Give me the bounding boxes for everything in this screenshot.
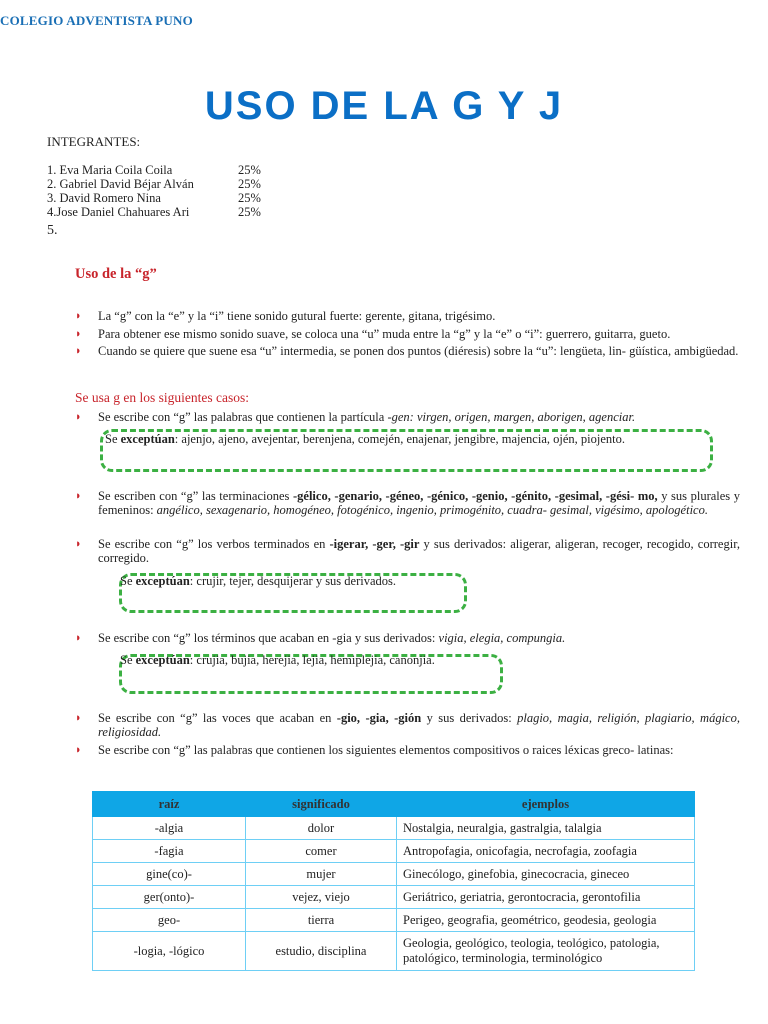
list-item: ◗ Se escriben con “g” las terminaciones -gélico, -genario, -géneo, -génico, -genio, -génito, -gesimal, -gési- mo, y sus plurales y femeninos: angélico, sexagenario, homogéneo, fotogénico, ingenio, primogénito, cuadra- gesimal, vigésimo, apologético. <box>75 489 740 517</box>
table-row <box>93 840 695 863</box>
list-item: ◗ Se escribe con “g” los verbos terminados en -igerar, -ger, -gir y sus derivados: aligerar, aligeran, recoger, recogido, corregir, corregido. <box>75 537 740 565</box>
bullet-icon: ◗ <box>75 712 82 724</box>
table-row <box>93 863 695 886</box>
exception-text: Se exceptúan: crujia, bujia, herejia, lejia, hemiplejia, canonjia. <box>120 653 435 667</box>
cell-ejemplos: Nostalgia, neuralgia, gastralgia, talalgia <box>397 817 695 840</box>
member-5: 5. <box>47 223 58 238</box>
member-1: 1. Eva Maria Coila Coila 25% <box>47 163 261 177</box>
roots-table <box>92 791 695 971</box>
cell-raiz: -algia <box>93 817 246 840</box>
member-3: 3. David Romero Nina 25% <box>47 191 261 205</box>
integrantes-label: INTEGRANTES: <box>47 134 141 149</box>
cell-significado: vejez, viejo <box>246 886 397 909</box>
list-item: ◗ Para obtener ese mismo sonido suave, se coloca una “u” muda entre la “g” y la “e” o “i”: guerrero, guitarra, gueto. <box>75 327 671 341</box>
table-row <box>93 817 695 840</box>
bullet-icon: ◗ <box>75 538 82 550</box>
bullet-icon: ◗ <box>75 310 82 322</box>
column-header-significado: significado <box>246 792 397 817</box>
bullet-icon: ◗ <box>75 632 82 644</box>
cell-significado: dolor <box>246 817 397 840</box>
cell-ejemplos: Geologia, geológico, teologia, teológico, patologia, patológico, terminologia, terminológico <box>397 932 695 971</box>
member-4: 4.Jose Daniel Chahuares Ari 25% <box>47 205 261 219</box>
list-item: ◗ Se escribe con “g” los términos que acaban en -gia y sus derivados: vigia, elegia, compungia. <box>75 631 566 645</box>
column-header-raiz: raíz <box>93 792 246 817</box>
exception-text: Se exceptúan: crujir, tejer, desquijerar y sus derivados. <box>120 574 397 588</box>
cell-ejemplos: Perigeo, geografia, geométrico, geodesia, geologia <box>397 909 695 932</box>
bullet-icon: ◗ <box>75 328 82 340</box>
table-header-row <box>93 792 695 817</box>
list-item: ◗ Cuando se quiere que suene esa “u” intermedia, se ponen dos puntos (diéresis) sobre la “u”: lengüeta, lin- güística, ambigüedad. <box>75 344 739 358</box>
list-item: ◗ Se escribe con “g” las voces que acaban en -gio, -gia, -gión y sus derivados: plagio, magia, religión, plagiario, mágico, religiosidad. <box>75 711 740 739</box>
table-row <box>93 909 695 932</box>
cell-significado: estudio, disciplina <box>246 932 397 971</box>
cell-ejemplos: Ginecólogo, ginefobia, ginecocracia, gineceo <box>397 863 695 886</box>
school-name: COLEGIO ADVENTISTA PUNO <box>0 13 193 28</box>
bullet-icon: ◗ <box>75 345 82 357</box>
cell-significado: comer <box>246 840 397 863</box>
cell-ejemplos: Geriátrico, geriatria, gerontocracia, gerontofilia <box>397 886 695 909</box>
list-item: ◗ La “g” con la “e” y la “i” tiene sonido gutural fuerte: gerente, gitana, trigésimo. <box>75 309 496 323</box>
list-item: ◗ Se escribe con “g” las palabras que contienen los siguientes elementos compositivos o raices léxicas greco- latinas: <box>75 743 674 757</box>
bullet-icon: ◗ <box>75 490 82 502</box>
bullet-icon: ◗ <box>75 744 82 756</box>
member-2: 2. Gabriel David Béjar Alván 25% <box>47 177 261 191</box>
table-row <box>93 932 695 971</box>
cell-significado: tierra <box>246 909 397 932</box>
page-title: USO DE LA G Y J <box>204 84 564 128</box>
column-header-ejemplos: ejemplos <box>397 792 695 817</box>
cell-ejemplos: Antropofagia, onicofagia, necrofagia, zoofagia <box>397 840 695 863</box>
list-item: ◗ Se escribe con “g” las palabras que contienen la partícula -gen: virgen, origen, margen, aborigen, agenciar. <box>75 410 636 424</box>
cell-raiz: gine(co)- <box>93 863 246 886</box>
cell-raiz: ger(onto)- <box>93 886 246 909</box>
cell-raiz: -fagia <box>93 840 246 863</box>
exception-text: Se exceptúan: ajenjo, ajeno, avejentar, berenjena, comején, enajenar, jengibre, majencia, ojén, piojento. <box>105 432 625 446</box>
section-title-casos: Se usa g en los siguientes casos: <box>75 390 249 405</box>
section-title-uso-g: Uso de la “g” <box>75 266 157 282</box>
table-row <box>93 886 695 909</box>
cell-significado: mujer <box>246 863 397 886</box>
bullet-icon: ◗ <box>75 411 82 423</box>
cell-raiz: -logia, -lógico <box>93 932 246 971</box>
cell-raiz: geo- <box>93 909 246 932</box>
